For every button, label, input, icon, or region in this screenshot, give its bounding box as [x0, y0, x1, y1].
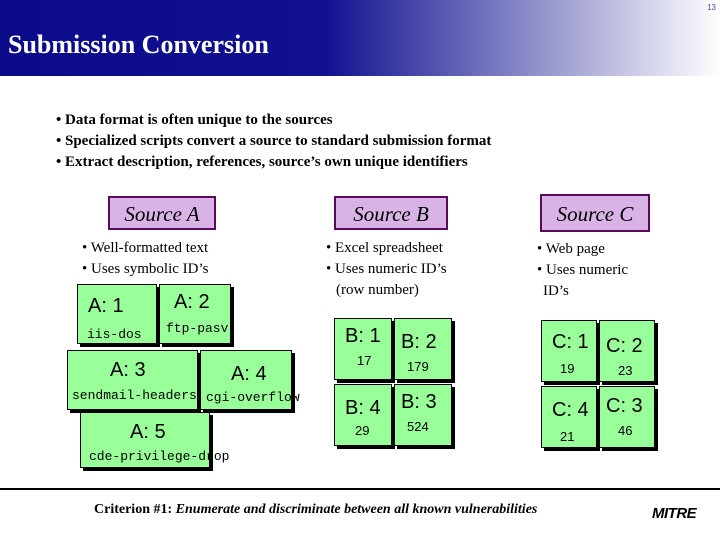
bullet-item: • Extract description, references, source’s own unique identifiers — [56, 154, 468, 170]
item-id: C: 2 — [606, 335, 643, 357]
source-a-title: Source A — [108, 196, 216, 230]
item-number: 46 — [618, 423, 633, 438]
source-b-point: • Excel spreadsheet — [326, 240, 443, 256]
source-b-item-2 — [394, 318, 452, 380]
item-name: cgi-overflow — [206, 390, 300, 405]
item-number: 29 — [355, 423, 370, 438]
source-c-points — [537, 239, 628, 302]
item-name: sendmail-headers — [72, 388, 197, 403]
item-id: B: 3 — [401, 391, 437, 413]
source-b-point: (row number) — [336, 282, 419, 298]
slide-header — [0, 0, 720, 76]
source-a-point: • Uses symbolic ID’s — [82, 261, 209, 277]
item-id: C: 1 — [552, 331, 589, 353]
item-number: 179 — [407, 359, 429, 374]
item-name: ftp-pasv — [166, 321, 229, 336]
mitre-logo: MITRE — [652, 505, 697, 522]
source-b-item-1 — [334, 318, 392, 380]
source-a-item-4 — [200, 350, 300, 410]
item-name: iis-dos — [87, 327, 142, 342]
source-c-point: • Web page — [537, 241, 605, 257]
source-c-item-2 — [599, 320, 655, 382]
item-number: 524 — [407, 419, 429, 434]
footer-emphasis: Enumerate and discriminate between all known vulnerabilities — [175, 502, 538, 517]
source-a-item-2 — [159, 284, 231, 344]
source-c-title: Source C — [540, 194, 650, 232]
item-id: A: 5 — [130, 421, 166, 443]
source-a-item-3 — [67, 350, 198, 410]
source-b-points — [326, 238, 447, 301]
source-a-item-5 — [80, 412, 230, 468]
source-b-point: • Uses numeric ID’s — [326, 261, 447, 277]
source-a-points — [82, 238, 209, 280]
footer-divider — [0, 488, 720, 490]
slide-footer — [0, 488, 720, 540]
item-id: A: 3 — [110, 359, 146, 381]
source-c-point: • Uses numeric — [537, 262, 629, 278]
bullet-item: • Data format is often unique to the sources — [56, 112, 333, 128]
source-b-item-4 — [334, 384, 392, 446]
source-c-point: ID’s — [543, 283, 569, 299]
source-b-title: Source B — [334, 196, 448, 230]
page-number: 13 — [707, 3, 716, 12]
item-number: 21 — [560, 429, 575, 444]
item-id: A: 2 — [174, 291, 210, 313]
source-c-item-1 — [541, 320, 597, 382]
item-number: 17 — [357, 353, 372, 368]
source-c-item-4 — [541, 386, 597, 448]
intro-bullets — [56, 110, 491, 173]
page-title: Submission Conversion — [8, 30, 269, 59]
footer-prefix: Criterion #1: — [94, 502, 176, 517]
item-id: A: 4 — [231, 363, 267, 385]
source-a-item-1 — [77, 284, 157, 344]
item-id: B: 4 — [345, 397, 381, 419]
footer-criterion — [94, 502, 537, 518]
item-number: 19 — [560, 361, 575, 376]
item-id: B: 1 — [345, 325, 381, 347]
source-a-point: • Well-formatted text — [82, 240, 209, 256]
item-id: C: 3 — [606, 395, 643, 417]
item-id: B: 2 — [401, 331, 437, 353]
item-id: A: 1 — [88, 295, 124, 317]
source-b-item-3 — [394, 384, 452, 446]
item-name: cde-privilege-drop — [89, 449, 230, 464]
item-number: 23 — [618, 363, 633, 378]
source-c-item-3 — [599, 386, 655, 448]
item-id: C: 4 — [552, 399, 589, 421]
bullet-item: • Specialized scripts convert a source to standard submission format — [56, 133, 492, 149]
